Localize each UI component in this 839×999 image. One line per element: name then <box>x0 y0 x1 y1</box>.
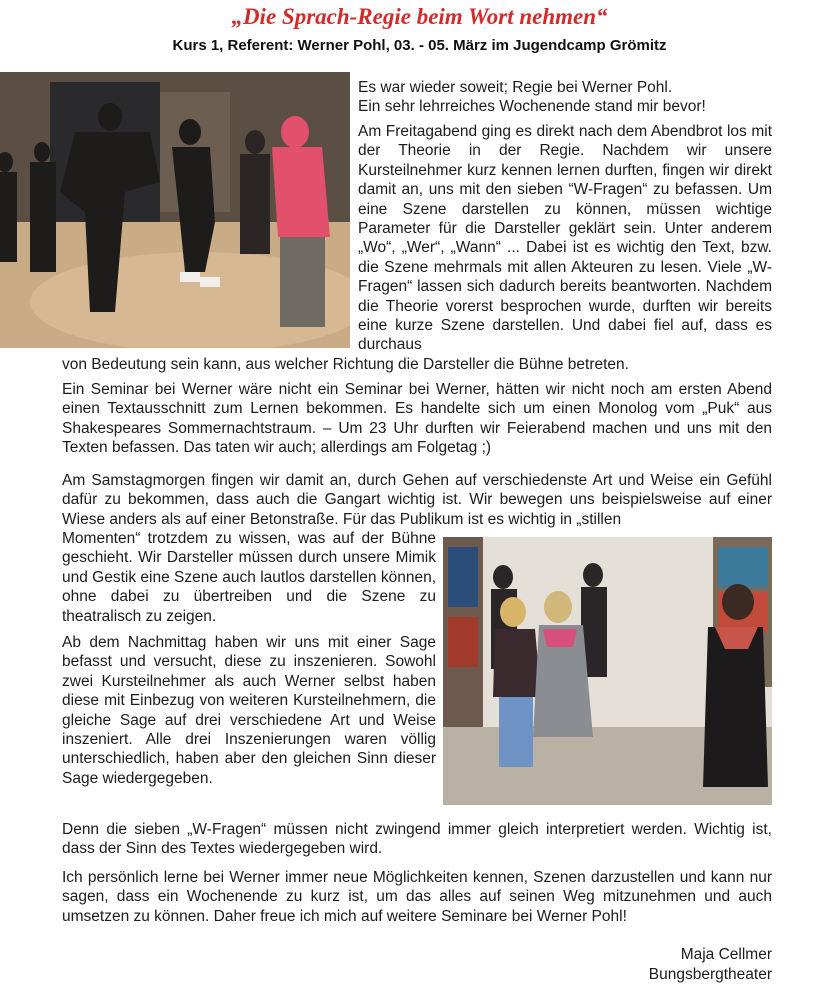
paragraph-friday-continued: von Bedeutung sein kann, aus welcher Richtung die Darsteller die Bühne betreten. <box>62 356 629 373</box>
paragraph-afternoon: Ab dem Nachmittag haben wir uns mit einer Sage befasst und versucht, diese zu inszenieren. Sowohl zwei Kursteilnehmer als auch Werner selbst haben diese mit Einbezug von weiteren Kursteilnehmern, die gleiche Sage auf drei verschiedene Art und Weise inszeniert. Alle drei Inszenierungen waren völlig unterschiedlich, haben aber den gleichen Sinn dieser Sage wiedergegeben. <box>62 634 436 787</box>
paragraph-intro-line2: Ein sehr lehrreiches Wochenende stand mir bevor! <box>358 98 706 115</box>
paragraph-saturday: Am Samstagmorgen fingen wir damit an, durch Gehen auf verschiedenste Art und Weise ein Gefühl dafür zu bekommen, dass auch die Gangart wichtig ist. Wir bewegen uns beispielsweise auf einer Wiese anders als auf einer Betonstraße. Für das Publikum ist es wichtig in „stillen <box>62 472 772 528</box>
paragraph-conclusion: Ich persönlich lerne bei Werner immer neue Möglichkeiten kennen, Szenen darzustellen und kann nur sagen, dass ein Wochenende zu kurz ist, um das alles auf seinen Weg mitzunehmen und auch umsetzen zu können. Daher freue ich mich auf weitere Seminare bei Werner Pohl! <box>62 869 772 925</box>
paragraph-friday: Am Freitagabend ging es direkt nach dem Abendbrot los mit der Theorie in der Regie. Nachdem wir unsere Kursteilnehmer kurz kennen lernen durften, fingen wir direkt damit an, uns mit den sieben “W-Fragen“ zu befassen. Um eine Szene darstellen zu können, müssen wichtige Parameter für die Darsteller geklärt sein. Unter anderem „Wo“, „Wer“, „Wann“ ... Dabei ist es wichtig den Text, bzw. die Szene mehrmals mit allen Akteuren zu lesen. Viele „W-Fragen“ lassen sich dadurch bereits beantworten. Nachdem die Theorie vorerst besprochen wurde, durften wir bereits eine kurze Szene darstellen. Und dabei fiel auf, dass es durchaus <box>358 123 772 354</box>
author-group: Bungsbergtheater <box>648 965 772 983</box>
paragraph-first-evening: Ein Seminar bei Werner wäre nicht ein Seminar bei Werner, hätten wir nicht noch am ersten Abend einen Textausschnitt zum Lernen bekommen. Es handelte sich um einen Monolog vom „Puk“ aus Shakespeares Sommernachtstraum. – Um 23 Uhr durften wir Feierabend machen und uns mit den Texten befassen. Das taten wir auch; allerdings am Folgetag ;) <box>62 381 772 457</box>
paragraph-w-questions: Denn die sieben „W-Fragen“ müssen nicht zwingend immer gleich interpretiert werden. Wichtig ist, dass der Sinn des Textes wiedergegeben wird. <box>62 821 772 858</box>
paragraph-saturday-continued: Momenten“ trotzdem zu wissen, was auf der Bühne geschieht. Wir Darsteller müssen durch unsere Mimik und Gestik eine Szene auch lautlos darstellen können, ohne dabei zu übertreiben und die Szene zu theatralisch zu zeigen. <box>62 530 436 625</box>
workshop-photo-1 <box>0 72 350 348</box>
article-title: „Die Sprach-Regie beim Wort nehmen“ <box>231 4 608 29</box>
author-name: Maja Cellmer <box>680 946 772 963</box>
paragraph-intro-line1: Es war wieder soweit; Regie bei Werner Pohl. <box>358 79 673 96</box>
workshop-photo-2 <box>443 537 772 805</box>
signature <box>649 945 772 984</box>
article-subtitle: Kurs 1, Referent: Werner Pohl, 03. - 05. März im Jugendcamp Grömitz <box>172 37 667 54</box>
